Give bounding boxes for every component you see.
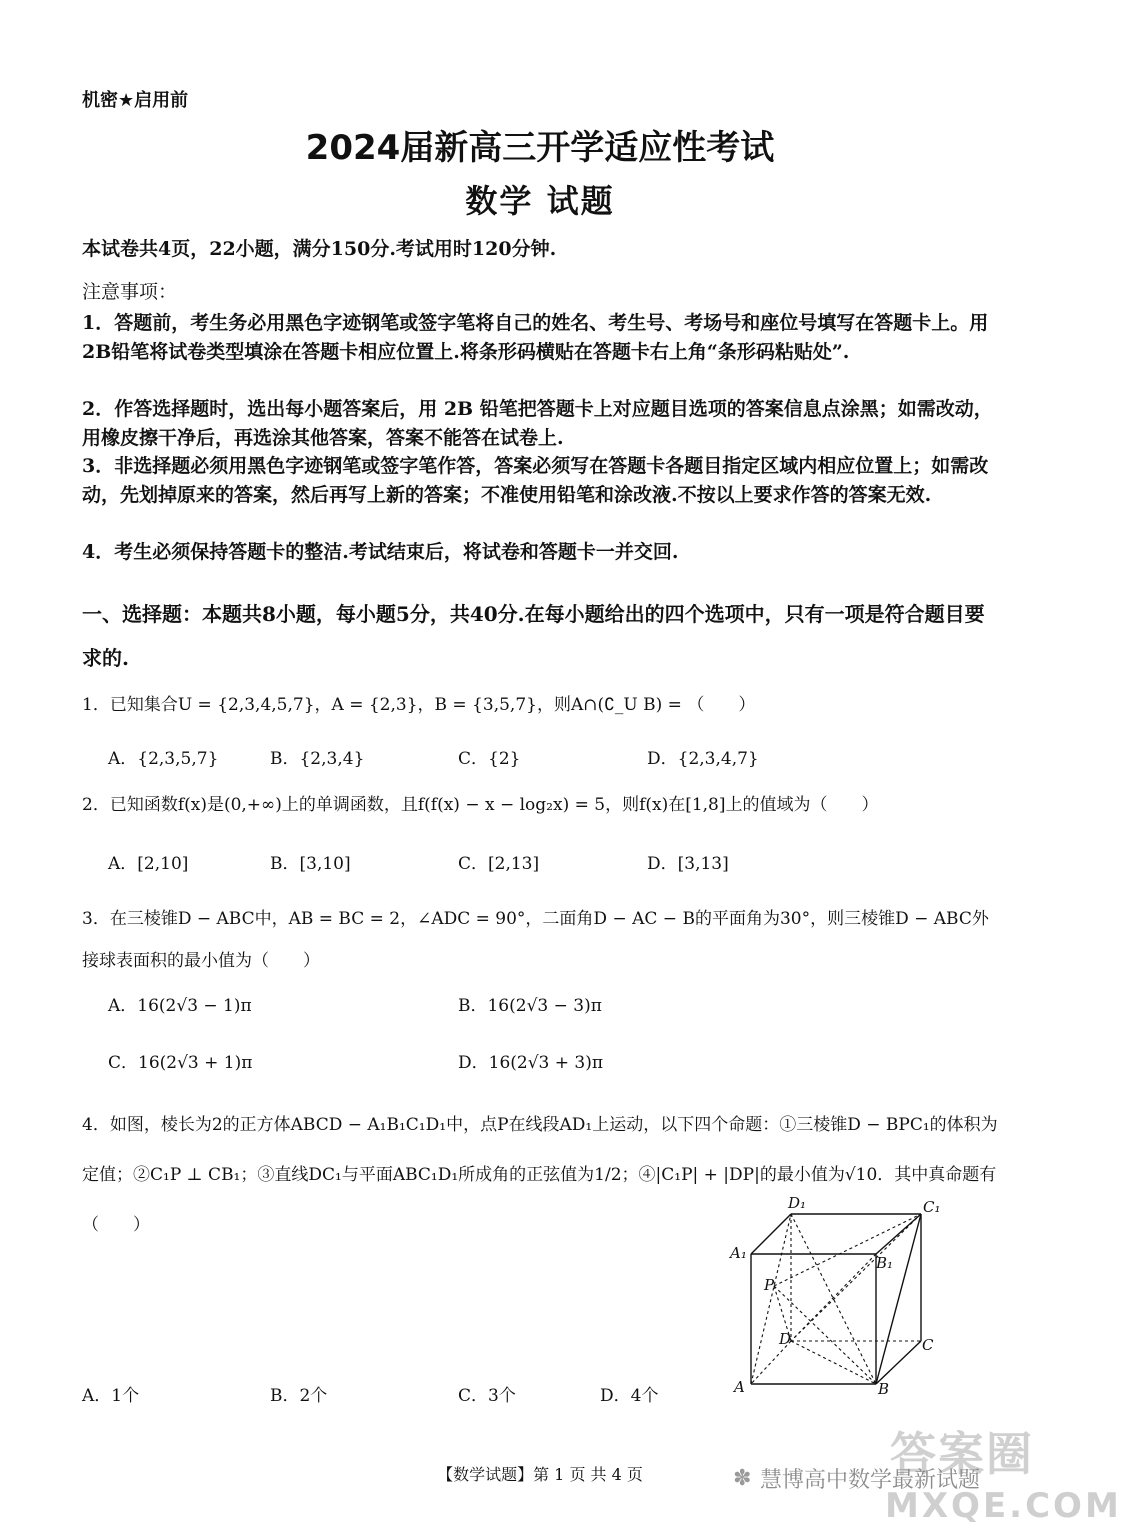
vertex-label: D — [779, 1330, 792, 1348]
cube-edge — [876, 1214, 921, 1254]
cube-edge — [876, 1341, 921, 1384]
question-3-option-c: C．16(2√3 + 1)π — [108, 1053, 253, 1073]
exam-subtitle: 数学 试题 — [465, 182, 615, 220]
question-4-option-b: B．2个 — [270, 1386, 328, 1406]
question-1-option-b: B．{2,3,4} — [270, 749, 365, 769]
notes-heading: 注意事项： — [82, 281, 178, 303]
vertex-label: B₁ — [876, 1254, 894, 1272]
question-3-option-a: A．16(2√3 − 1)π — [108, 996, 252, 1016]
watermark-account: 慧博高中数学最新试题 — [760, 1468, 981, 1493]
cube-hidden-edge — [791, 1341, 876, 1384]
question-3-option-b: B．16(2√3 − 3)π — [458, 996, 602, 1016]
cube-hidden-edge — [791, 1214, 921, 1341]
question-1-option-a: A．{2,3,5,7} — [108, 749, 219, 769]
note-item: 4．考生必须保持答题卡的整洁.考试结束后，将试卷和答题卡一并交回. — [82, 541, 679, 563]
confidential-label: 机密★启用前 — [82, 90, 189, 111]
vertex-label: C — [922, 1336, 934, 1354]
question-2-option-d: D．[3,13] — [647, 854, 729, 874]
vertex-label: A₁ — [730, 1244, 747, 1262]
cube-edge — [751, 1214, 791, 1254]
section-heading: 一、选择题：本题共8小题，每小题5分，共40分.在每小题给出的四个选项中，只有一项是符合题目要求的. — [82, 602, 985, 670]
question-2-option-a: A．[2,10] — [108, 854, 189, 874]
cube-hidden-edge — [751, 1214, 791, 1384]
vertex-label: P — [764, 1276, 775, 1294]
question-3-stem: 3．在三棱锥D − ABC中，AB = BC = 2，∠ADC = 90°，二面角D − AC − B的平面角为30°，则三棱锥D − ABC外接球表面积的最小值为（ ） — [82, 909, 989, 971]
page-footer: 【数学试题】第 1 页 共 4 页 — [437, 1465, 643, 1484]
watermark-site: MXQE.COM — [885, 1486, 1122, 1526]
note-item: 3．非选择题必须用黑色字迹钢笔或签字笔作答，答案必须写在答题卡各题目指定区域内相应位置上；如需改动，先划掉原来的答案，然后再写上新的答案；不准使用铅笔和涂改液.不按以上要求作答的答案无效. — [82, 455, 989, 506]
question-2-option-c: C．[2,13] — [458, 854, 540, 874]
vertex-label: C₁ — [923, 1198, 941, 1216]
cube-edge — [876, 1214, 921, 1384]
question-4-stem: 4．如图，棱长为2的正方体ABCD − A₁B₁C₁D₁中，点P在线段AD₁上运动，以下四个命题：①三棱锥D − BPC₁的体积为定值；②C₁P ⊥ CB₁；③直线DC₁与平面ABC₁D₁所成角的正弦值为1/2；④|C₁P| + |DP|的最小值为√10．其中真命题有（ ） — [82, 1115, 998, 1235]
wechat-icon: ✽ — [733, 1466, 752, 1491]
question-1-option-d: D．{2,3,4,7} — [647, 749, 759, 769]
note-item: 2．作答选择题时，选出每小题答案后，用 2B 铅笔把答题卡上对应题目选项的答案信息点涂黑；如需改动，用橡皮擦干净后，再选涂其他答案，答案不能答在试卷上. — [82, 398, 993, 449]
question-2-option-b: B．[3,10] — [270, 854, 351, 874]
watermark-logo: 答案圈 — [890, 1427, 1034, 1481]
note-item: 1．答题前，考生务必用黑色字迹钢笔或签字笔将自己的姓名、考生号、考场号和座位号填写在答题卡上。用2B铅笔将试卷类型填涂在答题卡相应位置上.将条形码横贴在答题卡右上角“条形码粘贴处”. — [82, 312, 989, 363]
exam-info: 本试卷共4页，22小题，满分150分.考试用时120分钟. — [82, 238, 557, 260]
question-2-stem: 2．已知函数f(x)是(0,+∞)上的单调函数，且f(f(x) − x − log₂x) = 5，则f(x)在[1,8]上的值域为（ ） — [82, 795, 879, 815]
exam-title: 2024届新高三开学适应性考试 — [305, 128, 775, 168]
question-1-option-c: C．{2} — [458, 749, 521, 769]
cube-hidden-edge — [774, 1214, 921, 1286]
question-4-option-d: D．4个 — [600, 1386, 659, 1406]
vertex-label: D₁ — [788, 1194, 807, 1212]
question-1-stem: 1．已知集合U = {2,3,4,5,7}，A = {2,3}，B = {3,5,7}，则A∩(∁_U B) = （ ） — [82, 695, 756, 715]
question-3-option-d: D．16(2√3 + 3)π — [458, 1053, 604, 1073]
cube-figure — [726, 1196, 956, 1396]
vertex-label: A — [734, 1378, 745, 1396]
question-4-option-a: A．1个 — [82, 1386, 140, 1406]
question-4-option-c: C．3个 — [458, 1386, 516, 1406]
vertex-label: B — [878, 1380, 890, 1398]
